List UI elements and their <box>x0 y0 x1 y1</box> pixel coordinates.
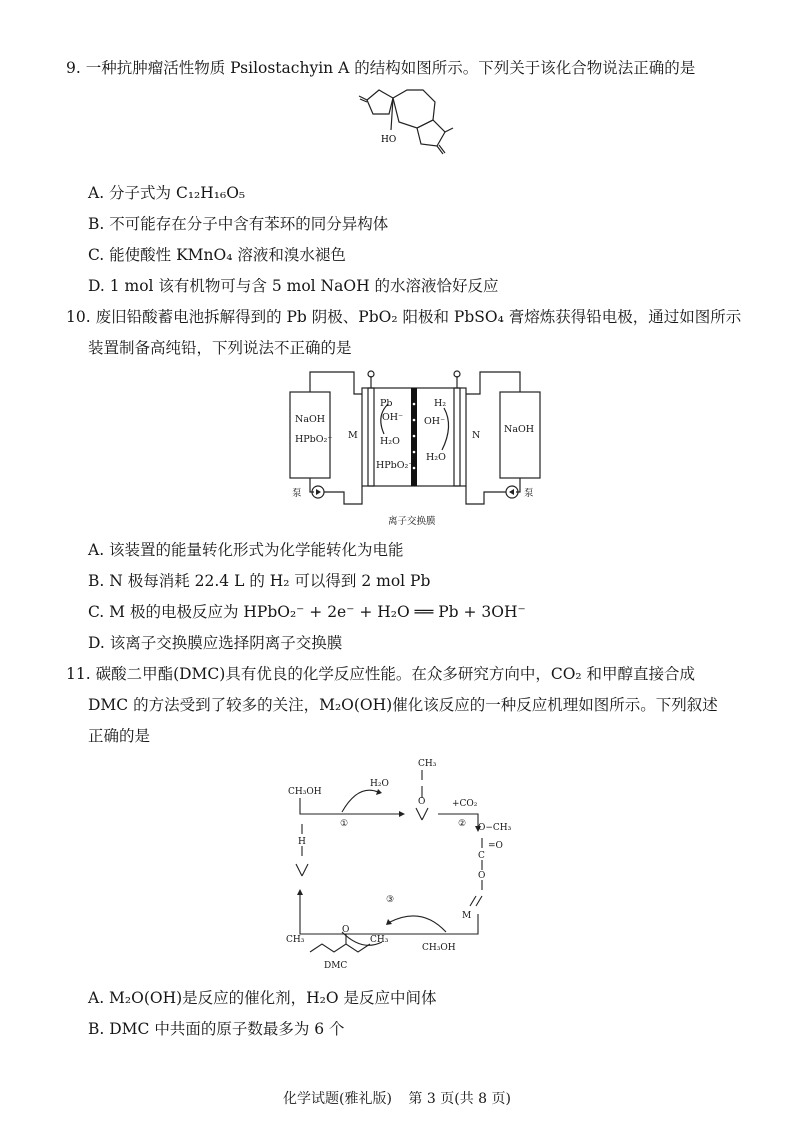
q9-ho-label: HO <box>381 135 397 145</box>
q10-membrane-label: 离子交换膜 <box>388 516 436 527</box>
q10-left-tank-hpbo2: HPbO₂⁻ <box>295 434 333 445</box>
q9-structure-figure <box>355 84 465 164</box>
q10-option-a: A. 该装置的能量转化形式为化学能转化为电能 <box>88 541 404 559</box>
q10-h2-label: H₂ <box>434 398 447 409</box>
q11-option-b: B. DMC 中共面的原子数最多为 6 个 <box>88 1020 345 1038</box>
q9-stem: 9. 一种抗肿瘤活性物质 Psilostachyin A 的结构如图所示。下列关于该化合物说法正确的是 <box>66 59 696 77</box>
q10-oh-right-label: OH⁻ <box>424 416 446 427</box>
q10-stem-line1: 10. 废旧铅酸蓄电池拆解得到的 Pb 阴极、PbO₂ 阳极和 PbSO₄ 膏熔炼获得铅电极，通过如图所示 <box>66 308 742 326</box>
q11-ch3oh-bottom-label: CH₃OH <box>422 943 456 953</box>
q11-mechanism-figure <box>282 756 532 974</box>
q10-pb-label: Pb <box>380 398 393 409</box>
q11-ch3-top-label: CH₃ <box>418 759 437 769</box>
q11-option-a: A. M₂O(OH)是反应的催化剂，H₂O 是反应中间体 <box>88 989 437 1007</box>
q10-pump-right-label: 泵 <box>524 488 534 499</box>
q11-step2-label: ② <box>458 819 467 829</box>
q10-oh-left-label: OH⁻ <box>382 412 404 423</box>
footer-title: 化学试题(雅礼版) <box>283 1091 392 1107</box>
q11-step1-label: ① <box>340 819 349 829</box>
q9-option-d: D. 1 mol 该有机物可与含 5 mol NaOH 的水溶液恰好反应 <box>88 277 499 295</box>
q10-hpbo2-cell-label: HPbO₂⁻ <box>376 460 414 471</box>
q11-eq-o-label: =O <box>488 841 503 851</box>
q9-option-c: C. 能使酸性 KMnO₄ 溶液和溴水褪色 <box>88 246 346 264</box>
q11-stem-line1: 11. 碳酸二甲酯(DMC)具有优良的化学反应性能。在众多研究方向中，CO₂ 和甲醇直接合成 <box>66 665 696 683</box>
q11-dmc-label: DMC <box>324 961 348 971</box>
q10-electrolysis-figure <box>284 364 546 536</box>
q11-c-label: C <box>478 851 485 861</box>
q10-stem-line2: 装置制备高纯铅，下列说法不正确的是 <box>88 339 352 357</box>
q11-h2o-label: H₂O <box>370 779 389 789</box>
q9-option-a: A. 分子式为 C₁₂H₁₆O₅ <box>88 184 246 202</box>
q11-dmc-ch3-left-label: CH₃ <box>286 935 305 945</box>
q10-pump-left-label: 泵 <box>292 488 302 499</box>
q9-option-b: B. 不可能存在分子中含有苯环的同分异构体 <box>88 215 389 233</box>
q10-right-tank-naoh: NaOH <box>504 424 535 435</box>
q10-electrode-n-label: N <box>472 430 481 441</box>
q10-h2o-left-label: H₂O <box>380 436 400 447</box>
q11-m-label: M <box>462 911 472 921</box>
q11-stem-line3: 正确的是 <box>88 727 151 745</box>
footer-page-number: 第 3 页(共 8 页) <box>408 1091 511 1107</box>
page-footer <box>0 1088 794 1108</box>
q11-och3-label: O−CH₃ <box>478 823 512 833</box>
q10-option-c: C. M 极的电极反应为 HPbO₂⁻ + 2e⁻ + H₂O ══ Pb + 3OH⁻ <box>88 603 526 621</box>
q11-h-label: H <box>298 837 306 847</box>
q10-option-b: B. N 极每消耗 22.4 L 的 H₂ 可以得到 2 mol Pb <box>88 572 431 590</box>
q10-left-tank-naoh: NaOH <box>295 414 326 425</box>
q11-step3-label: ③ <box>386 895 395 905</box>
q10-h2o-right-label: H₂O <box>426 452 446 463</box>
q11-dmc-ch3-right-label: CH₃ <box>370 935 389 945</box>
q11-stem-line2: DMC 的方法受到了较多的关注，M₂O(OH)催化该反应的一种反应机理如图所示。下列叙述 <box>88 696 718 714</box>
q11-o2-label: O <box>418 797 426 807</box>
q11-o1-label: O <box>478 871 486 881</box>
q10-option-d: D. 该离子交换膜应选择阴离子交换膜 <box>88 634 343 652</box>
q11-co2-label: +CO₂ <box>452 799 478 809</box>
q11-ch3oh-top-label: CH₃OH <box>288 787 322 797</box>
q10-electrode-m-label: M <box>348 430 358 441</box>
q11-dmc-o-label: O <box>342 925 350 935</box>
